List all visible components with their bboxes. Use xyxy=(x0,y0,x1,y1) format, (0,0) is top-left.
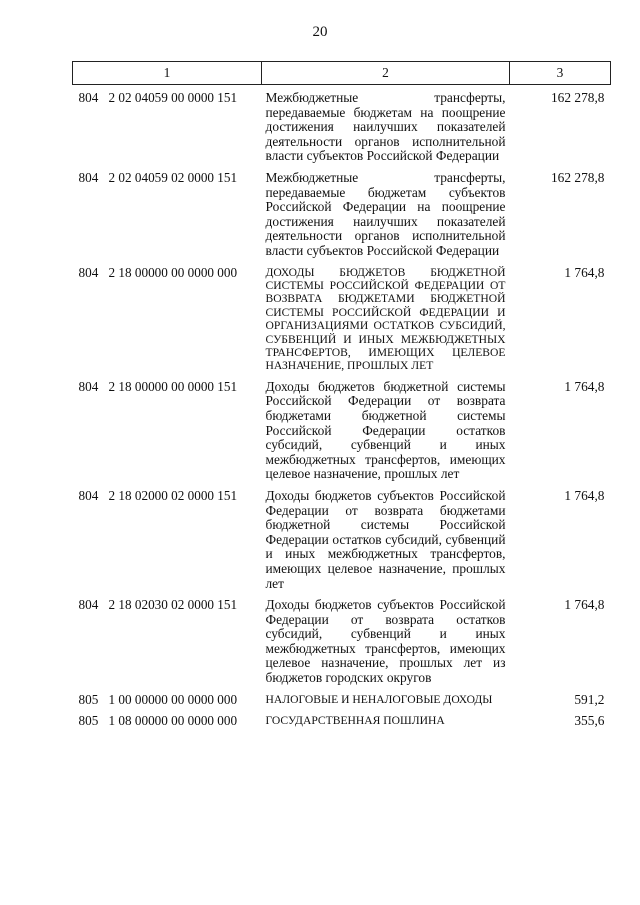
admin-code: 804 xyxy=(78,378,99,394)
description-cell: Межбюджетные трансферты, передаваемые бюджетам субъектов Российской Федерации на поощрение достижения наилучших показателей деятельности органов исполнительной власти субъектов Российской Федерации xyxy=(265,169,506,258)
table-row xyxy=(73,266,611,380)
budget-code-cell xyxy=(73,489,262,598)
description-cell: Межбюджетные трансферты, передаваемые бюджетам на поощрение достижения наилучших показателей деятельности органов исполнительной власти субъектов Российской Федерации xyxy=(265,90,506,164)
amount-cell: 1 764,8 xyxy=(564,378,605,394)
table-row xyxy=(73,693,611,715)
description-cell: ДОХОДЫ БЮДЖЕТОВ БЮДЖЕТНОЙ СИСТЕМЫ РОССИЙСКОЙ ФЕДЕРАЦИИ ОТ ВОЗВРАТА БЮДЖЕТАМИ БЮДЖЕТНОЙ СИСТЕМЫ РОССИЙСКОЙ ФЕДЕРАЦИИ И ОРГАНИЗАЦИЯМИ ОСТАТКОВ СУБСИДИЙ, СУБВЕНЦИЙ И ИНЫХ МЕЖБЮДЖЕТНЫХ ТРАНСФЕРТОВ, ИМЕЮЩИХ ЦЕЛЕВОЕ НАЗНАЧЕНИЕ, ПРОШЛЫХ ЛЕТ xyxy=(265,265,506,373)
description-cell: Доходы бюджетов субъектов Российской Федерации от возврата бюджетами бюджетной системы Российской Федерации остатков субсидий, субвенций и иных межбюджетных трансфертов, имеющих целевое назначение, прошлых лет xyxy=(265,487,506,591)
budget-code: 2 18 00000 00 0000 000 xyxy=(108,264,238,280)
amount-cell: 591,2 xyxy=(574,691,605,707)
admin-code: 804 xyxy=(78,264,99,280)
budget-code-cell xyxy=(73,693,262,715)
table-row xyxy=(73,171,611,266)
budget-code: 2 18 02030 02 0000 151 xyxy=(108,597,238,613)
description-cell: Доходы бюджетов бюджетной системы Российской Федерации от возврата бюджетами бюджетной системы Российской Федерации остатков субсидий, субвенций и иных межбюджетных трансфертов, имеющих целевое назначение, прошлых лет xyxy=(265,378,506,482)
table-row xyxy=(73,598,611,693)
table-body xyxy=(73,85,611,736)
admin-code: 804 xyxy=(78,487,99,503)
admin-code: 805 xyxy=(78,713,99,729)
page-number: 20 xyxy=(312,24,328,40)
table-row xyxy=(73,489,611,598)
budget-code-cell xyxy=(73,266,262,380)
budget-code-cell xyxy=(73,380,262,489)
description-cell: ГОСУДАРСТВЕННАЯ ПОШЛИНА xyxy=(265,714,445,728)
column-header-code: 1 xyxy=(73,62,262,85)
admin-code: 805 xyxy=(78,691,99,707)
amount-cell: 355,6 xyxy=(574,713,605,729)
admin-code: 804 xyxy=(78,169,99,185)
budget-code-cell xyxy=(73,171,262,266)
budget-code: 2 02 04059 00 0000 151 xyxy=(108,90,238,105)
budget-table xyxy=(72,61,611,736)
column-header-amount: 3 xyxy=(510,62,611,85)
budget-code-cell xyxy=(73,714,262,736)
table-row xyxy=(73,85,611,171)
budget-code-cell xyxy=(73,85,262,171)
budget-code: 1 08 00000 00 0000 000 xyxy=(108,713,238,729)
amount-cell: 162 278,8 xyxy=(550,90,605,105)
table-header xyxy=(73,62,611,85)
budget-code-cell xyxy=(73,598,262,693)
amount-cell: 1 764,8 xyxy=(564,487,605,503)
budget-code: 2 18 00000 00 0000 151 xyxy=(108,378,238,394)
budget-code: 1 00 00000 00 0000 000 xyxy=(108,691,238,707)
amount-cell: 1 764,8 xyxy=(564,597,605,613)
amount-cell: 1 764,8 xyxy=(564,264,605,280)
budget-code: 2 02 04059 02 0000 151 xyxy=(108,169,238,185)
admin-code: 804 xyxy=(78,90,99,105)
admin-code: 804 xyxy=(78,597,99,613)
description-cell: Доходы бюджетов субъектов Российской Федерации от возврата остатков субсидий, субвенций и иных межбюджетных трансфертов, имеющих целевое назначение, прошлых лет из бюджетов городских округов xyxy=(265,597,506,686)
description-cell: НАЛОГОВЫЕ И НЕНАЛОГОВЫЕ ДОХОДЫ xyxy=(265,692,493,706)
budget-code: 2 18 02000 02 0000 151 xyxy=(108,487,238,503)
table-row xyxy=(73,714,611,736)
table-row xyxy=(73,380,611,489)
header-row xyxy=(73,62,611,85)
amount-cell: 162 278,8 xyxy=(550,169,605,185)
column-header-description: 2 xyxy=(262,62,510,85)
